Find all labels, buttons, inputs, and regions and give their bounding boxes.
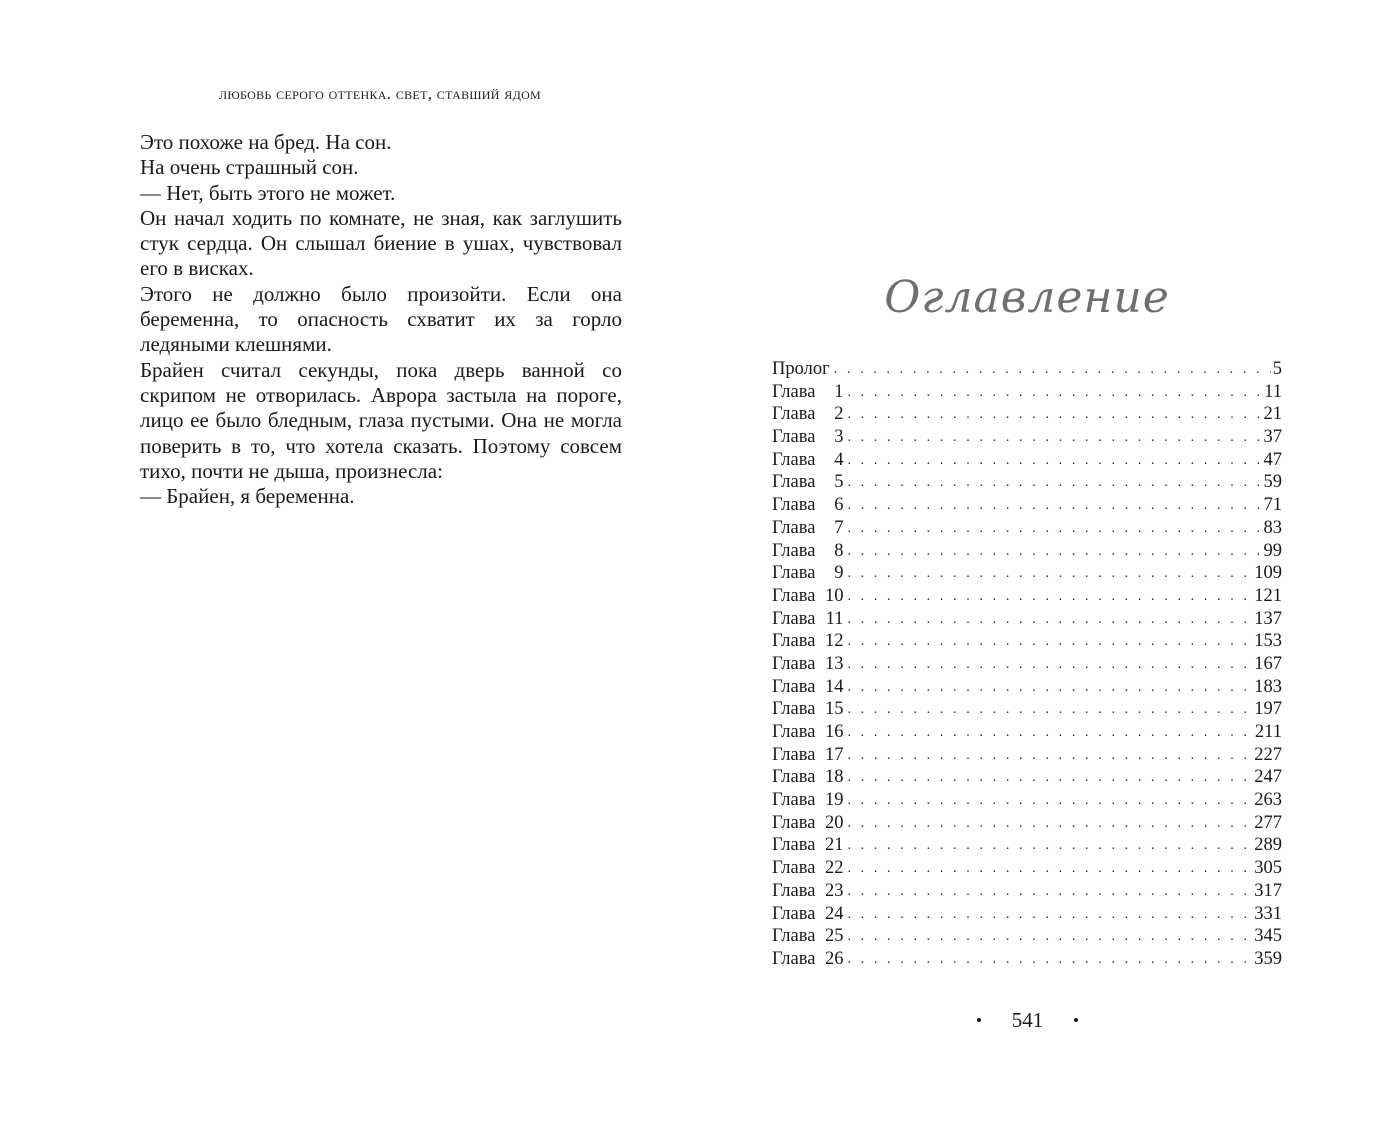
toc-entry-page-number: 227: [1254, 744, 1282, 765]
toc-entry-page-number: 289: [1254, 835, 1282, 856]
paragraph: — Брайен, я беременна.: [140, 484, 355, 509]
toc-entry-page-number: 305: [1254, 858, 1282, 879]
toc-entry-label: [772, 585, 843, 608]
toc-entry-page-number: 247: [1254, 767, 1282, 788]
toc-dot-leader: [847, 518, 1261, 541]
toc-entry-word: Глава: [772, 948, 816, 969]
toc-entry-label: [772, 744, 843, 767]
toc-entry-page-number: 197: [1254, 699, 1282, 720]
toc-entry[interactable]: [772, 608, 1282, 631]
toc-entry[interactable]: [772, 540, 1282, 563]
paragraph: Этого не должно было произойти. Если она беременна, то опасность схватит их за горло ледяными клешнями.: [140, 281, 622, 357]
toc-dot-leader: [847, 767, 1252, 790]
toc-entry-word: Глава: [772, 472, 816, 493]
toc-entry-word: Глава: [772, 381, 816, 402]
moon-crescent-left-ornament: [964, 1009, 1002, 1031]
toc-entry-chapter-number: 10: [824, 585, 844, 606]
toc-dot-leader: [847, 631, 1252, 654]
toc-entry-chapter-number: 6: [834, 495, 844, 516]
toc-dot-leader: [847, 472, 1261, 495]
paragraph: Он начал ходить по комнате, не зная, как заглушить стук сердца. Он слышал биение в ушах, чувствовал его в висках.: [140, 205, 622, 281]
toc-entry-word: Глава: [772, 812, 816, 833]
toc-entry[interactable]: [772, 721, 1282, 744]
toc-entry[interactable]: [772, 630, 1282, 653]
toc-entry-chapter-number: 1: [834, 381, 844, 402]
toc-entry-label: [772, 925, 843, 948]
toc-entry-chapter-number: 12: [824, 631, 844, 652]
toc-entry-chapter-number: 2: [834, 404, 844, 425]
toc-entry-label: [772, 562, 843, 585]
toc-dot-leader: [847, 450, 1261, 473]
toc-dot-leader: [847, 404, 1261, 427]
toc-entry-page-number: 11: [1264, 381, 1282, 402]
running-head: любовь серого оттенка. свет, ставший ядом: [218, 84, 542, 103]
toc-entry-word: Глава: [772, 608, 816, 629]
toc-dot-leader: [847, 790, 1252, 813]
toc-entry-label: [772, 608, 843, 631]
toc-entry[interactable]: [772, 358, 1282, 381]
toc-entry-label: [772, 494, 843, 517]
toc-entry[interactable]: [772, 744, 1282, 767]
toc-entry-word: Глава: [772, 880, 816, 901]
toc-entry-word: Глава: [772, 495, 816, 516]
toc-dot-leader: [834, 359, 1271, 382]
toc-entry-label: [772, 903, 843, 926]
toc-entry-page-number: 109: [1254, 563, 1282, 584]
paragraph: — Нет, быть этого не может.: [140, 180, 396, 205]
toc-entry-page-number: 277: [1254, 812, 1282, 833]
toc-entry-word: Глава: [772, 926, 816, 947]
toc-entry[interactable]: [772, 381, 1282, 404]
toc-entry-chapter-number: 22: [824, 858, 844, 879]
toc-entry-label: [772, 676, 843, 699]
toc-entry-page-number: 71: [1263, 495, 1282, 516]
toc-entry-word: Глава: [772, 676, 816, 697]
toc-entry-word: Глава: [772, 563, 816, 584]
toc-entry-page-number: 5: [1272, 359, 1282, 379]
toc-entry-page-number: 359: [1254, 948, 1282, 969]
toc-dot-leader: [847, 835, 1252, 858]
toc-entry-word: Глава: [772, 699, 816, 720]
toc-entry[interactable]: [772, 517, 1282, 540]
toc-dot-leader: [847, 677, 1252, 700]
toc-dot-leader: [847, 745, 1252, 768]
toc-dot-leader: [847, 427, 1261, 450]
toc-dot-leader: [847, 699, 1252, 722]
toc-entry-word: Глава: [772, 449, 816, 470]
toc-dot-leader: [847, 495, 1261, 518]
toc-entry-label: [772, 426, 843, 449]
toc-entry-chapter-number: 5: [834, 472, 844, 493]
toc-entry[interactable]: [772, 812, 1282, 835]
toc-entry-word: Глава: [772, 835, 816, 856]
toc-entry-chapter-number: 20: [824, 812, 844, 833]
toc-entry[interactable]: [772, 903, 1282, 926]
toc-entry[interactable]: [772, 471, 1282, 494]
toc-entry-word: Глава: [772, 653, 816, 674]
toc-dot-leader: [847, 586, 1252, 609]
page-folio: [955, 1003, 1100, 1037]
toc-entry-label: [772, 381, 843, 404]
toc-entry-chapter-number: 17: [824, 744, 844, 765]
toc-entry-chapter-number: 19: [824, 790, 844, 811]
toc-entry-chapter-number: 26: [824, 948, 844, 969]
toc-dot-leader: [847, 926, 1252, 949]
toc-entry-word: Глава: [772, 790, 816, 811]
toc-entry[interactable]: [772, 766, 1282, 789]
toc-entry-chapter-number: 18: [824, 767, 844, 788]
toc-entry[interactable]: [772, 585, 1282, 608]
toc-entry-label: [772, 540, 843, 563]
toc-dot-leader: [847, 654, 1252, 677]
toc-entry[interactable]: [772, 653, 1282, 676]
toc-entry[interactable]: [772, 449, 1282, 472]
toc-entry-page-number: 331: [1254, 903, 1282, 924]
toc-entry-word: Глава: [772, 585, 816, 606]
paragraph: Это похоже на бред. На сон.: [140, 130, 392, 154]
toc-entry-word: Глава: [772, 858, 816, 879]
toc-dot-leader: [847, 881, 1252, 904]
toc-dot-leader: [847, 563, 1252, 586]
toc-entry-page-number: 317: [1254, 880, 1282, 901]
toc-entry-word: Глава: [772, 427, 816, 448]
toc-entry-chapter-number: 16: [824, 722, 844, 742]
toc-entry[interactable]: [772, 698, 1282, 721]
toc-entry-page-number: 153: [1254, 631, 1282, 652]
toc-entry-label: [772, 789, 843, 812]
toc-entry-chapter-number: 15: [824, 699, 844, 720]
toc-dot-leader: [847, 949, 1252, 972]
toc-entry-page-number: 211: [1254, 722, 1282, 742]
toc-entry[interactable]: [772, 948, 1282, 971]
toc-entry-word: Глава: [772, 903, 816, 924]
toc-entry-chapter-number: 3: [834, 427, 844, 448]
toc-entry-chapter-number: 9: [834, 563, 844, 584]
toc-entry-chapter-number: 11: [825, 608, 844, 629]
toc-entry-page-number: 37: [1263, 427, 1282, 448]
toc-entry-chapter-number: 13: [824, 653, 844, 674]
toc-entry-label: [772, 517, 843, 540]
toc-dot-leader: [847, 722, 1252, 745]
toc-entry-chapter-number: 25: [824, 926, 844, 947]
table-of-contents: [772, 358, 1282, 971]
toc-entry[interactable]: [772, 562, 1282, 585]
toc-entry-label: [772, 698, 843, 721]
toc-dot-leader: [847, 858, 1252, 881]
toc-entry-label: [772, 721, 843, 744]
toc-entry-chapter-number: 8: [834, 540, 844, 561]
toc-entry-label: [772, 471, 843, 494]
toc-entry[interactable]: [772, 494, 1282, 517]
moon-crescent-right-ornament: [1053, 1009, 1091, 1031]
toc-entry-label: [772, 857, 843, 880]
toc-dot-leader: [847, 382, 1262, 405]
toc-entry-page-number: 83: [1263, 517, 1282, 538]
toc-entry-chapter-number: 24: [824, 903, 844, 924]
toc-entry-page-number: 263: [1254, 790, 1282, 811]
toc-entry-page-number: 99: [1263, 540, 1282, 561]
toc-entry[interactable]: [772, 403, 1282, 426]
toc-entry[interactable]: [772, 925, 1282, 948]
toc-title: Оглавление: [884, 272, 1170, 323]
toc-entry-page-number: 345: [1254, 926, 1282, 947]
body-text: [140, 130, 622, 509]
toc-entry-chapter-number: 23: [824, 880, 844, 901]
paragraph: Брайен считал секунды, пока дверь ванной со скрипом не отворилась. Аврора застыла на пороге, лицо ее было бледным, глаза пустыми. Она не могла поверить в то, что хотела сказать. Поэтому совсем тихо, почти не дыша, произнесла:: [140, 357, 622, 483]
toc-entry-label: [772, 766, 843, 789]
toc-entry-label: [772, 834, 843, 857]
toc-entry-chapter-number: 14: [824, 676, 844, 697]
paragraph: На очень страшный сон.: [140, 155, 359, 180]
toc-entry-page-number: 167: [1254, 653, 1282, 674]
toc-dot-leader: [847, 813, 1252, 836]
toc-entry-word: Глава: [772, 631, 816, 652]
toc-entry-label: [772, 403, 843, 426]
toc-entry-word: Глава: [772, 722, 816, 742]
toc-entry-chapter-number: 21: [824, 835, 844, 856]
toc-entry[interactable]: [772, 426, 1282, 449]
toc-entry[interactable]: [772, 834, 1282, 857]
toc-entry[interactable]: [772, 857, 1282, 880]
toc-entry-label: [772, 812, 843, 835]
toc-entry-page-number: 183: [1254, 676, 1282, 697]
toc-entry-label: [772, 630, 843, 653]
toc-entry-word: Глава: [772, 517, 816, 538]
toc-entry-word: Глава: [772, 404, 816, 425]
toc-entry-word: Пролог: [772, 359, 830, 379]
toc-entry-page-number: 137: [1254, 608, 1282, 629]
toc-entry-page-number: 59: [1263, 472, 1282, 493]
toc-dot-leader: [847, 541, 1261, 564]
toc-entry-label: [772, 948, 843, 971]
toc-entry-word: Глава: [772, 744, 816, 765]
toc-entry-word: Глава: [772, 767, 816, 788]
toc-entry[interactable]: [772, 789, 1282, 812]
toc-entry[interactable]: [772, 880, 1282, 903]
toc-entry[interactable]: [772, 676, 1282, 699]
toc-entry-label: [772, 653, 843, 676]
toc-entry-label: [772, 880, 843, 903]
toc-dot-leader: [847, 904, 1252, 927]
toc-entry-page-number: 21: [1263, 404, 1282, 425]
toc-entry-page-number: 121: [1254, 585, 1282, 606]
toc-entry-chapter-number: 4: [834, 449, 844, 470]
toc-entry-page-number: 47: [1263, 449, 1282, 470]
page-number: 541: [1011, 1007, 1044, 1032]
toc-entry-label: [772, 358, 830, 381]
toc-entry-word: Глава: [772, 540, 816, 561]
toc-entry-label: [772, 449, 843, 472]
toc-entry-chapter-number: 7: [834, 517, 844, 538]
toc-dot-leader: [847, 609, 1252, 632]
